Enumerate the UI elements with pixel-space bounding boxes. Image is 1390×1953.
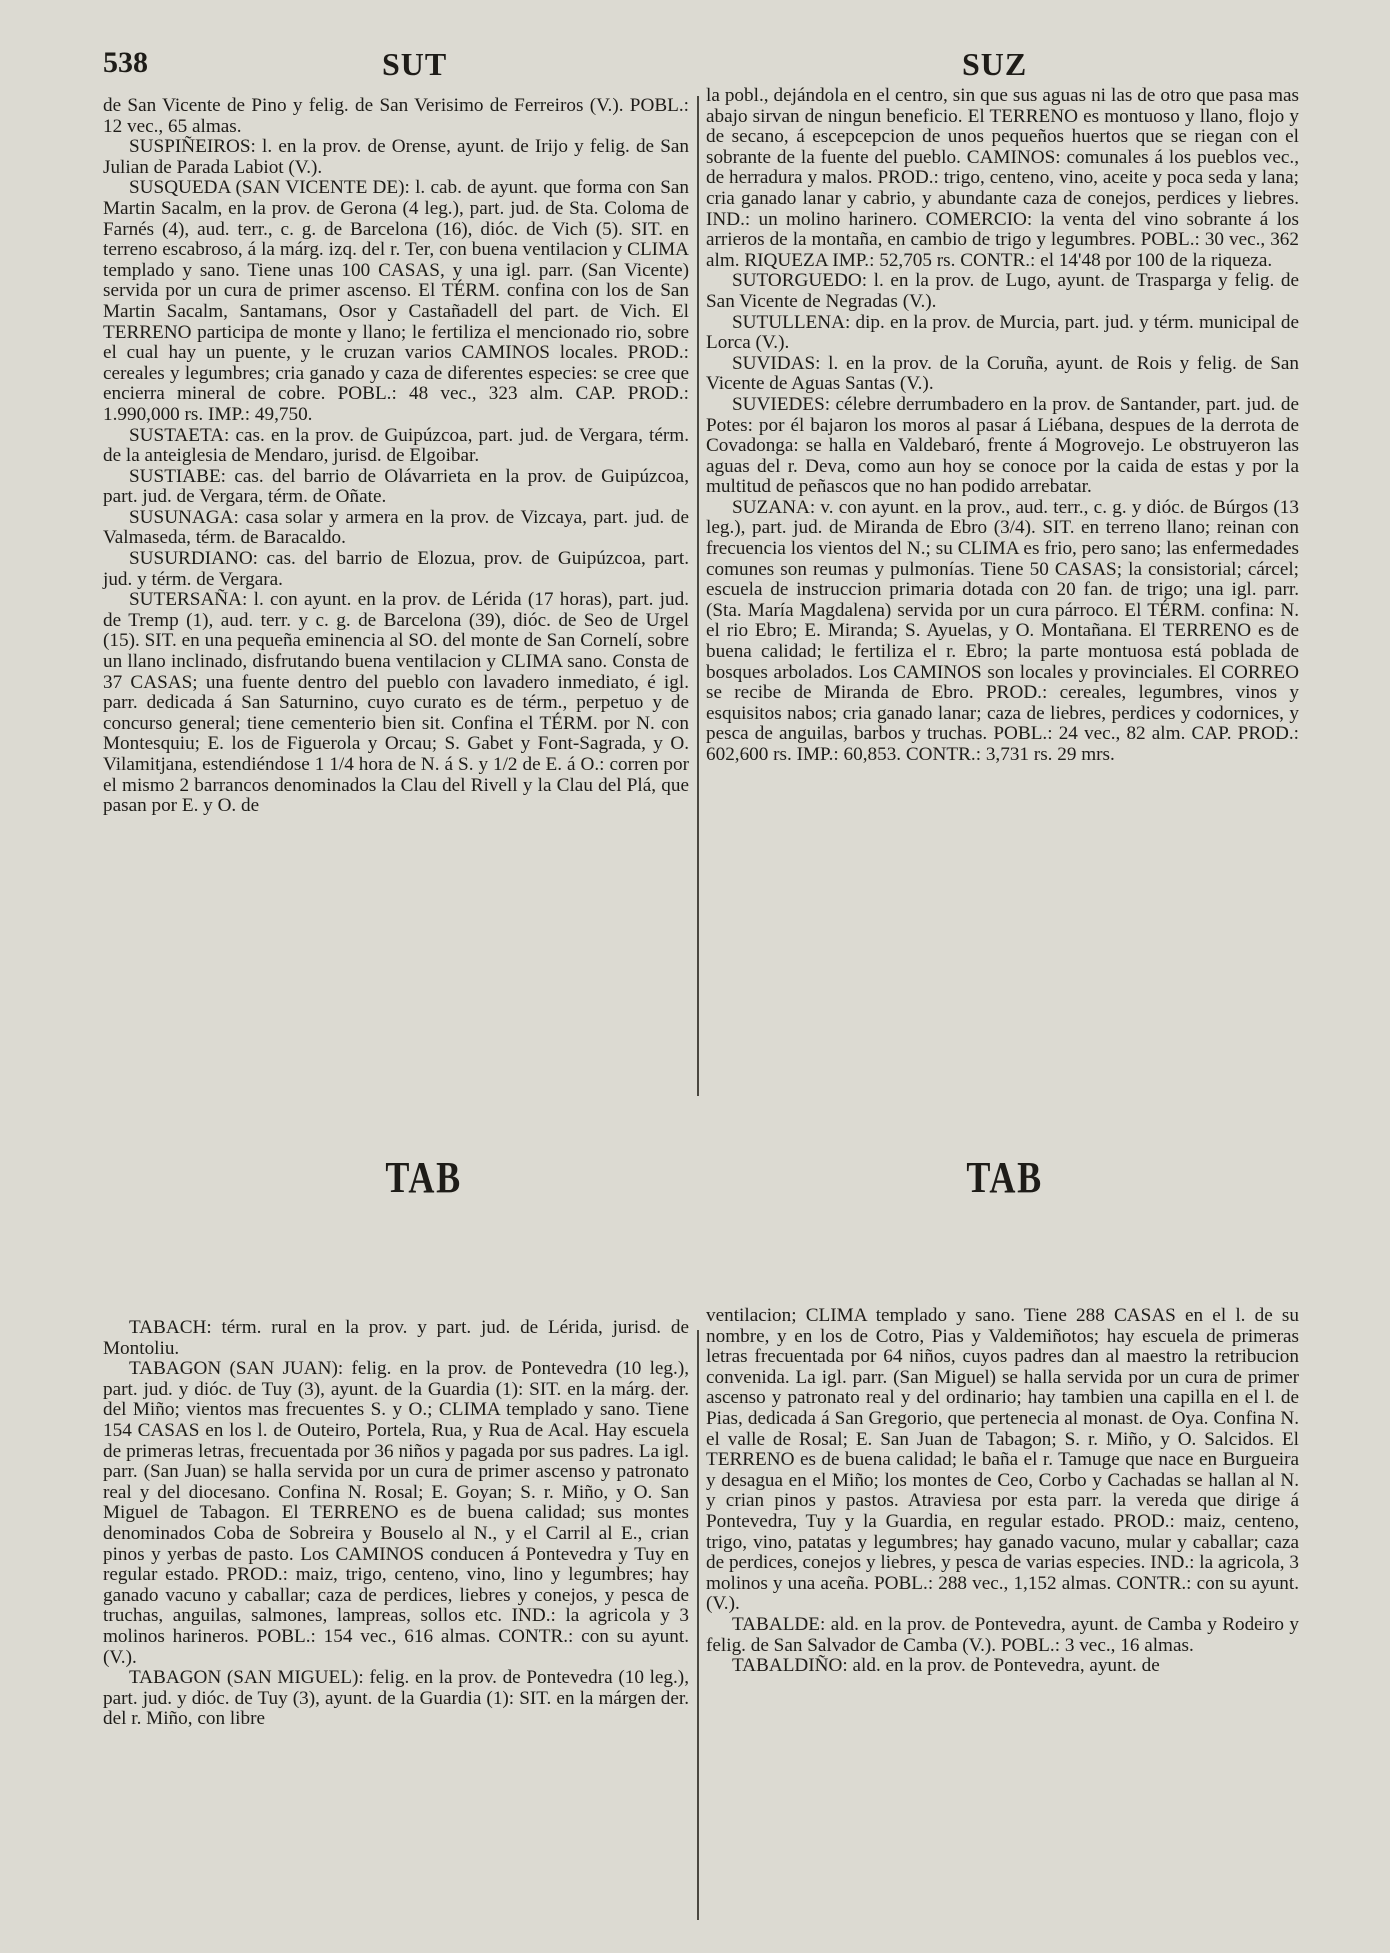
entry-tabaldino: TABALDIÑO: ald. en la prov. de Pontevedra, ayunt. de — [732, 1655, 1160, 1677]
entry-continuation: de San Vicente de Pino y felig. de San Verisimo de Ferreiros (V.). POBL.: 12 vec., 65 almas. — [103, 95, 689, 137]
entry-suspineiros: SUSPIÑEIROS: l. en la prov. de Orense, ayunt. de Irijo y felig. de San Julian de Parada Labiot (V.). — [103, 136, 689, 178]
entry-continuation: ventilacion; CLIMA templado y sano. Tiene 288 CASAS en el l. de su nombre, y en los de Cotro, Pias y Valdemiñotos; hay escuela de primeras letras frecuentada por 64 niños, cuyos padres dan al maestro la retribucion convenida. La igl. parr. (San Miguel) se halla servida por un cura de primer ascenso y patronato real y del ordinario; hay tambien una capilla en el l. de Pias, dedicada á San Gregorio, que pertenecia al monast. de Oya. Confina N. el valle de Rosal; E. San Juan de Tabagon; S. r. Miño, y O. Salcidos. El TERRENO es de buena calidad; le baña el r. Tamuge que nace en Burgueira y desagua en el Miño; los montes de Ceo, Corbo y Cachadas se hallan al N. y crian pinos y pastos. Atraviesa por esta parr. la vereda que dirige á Pontevedra, Tuy y la Guardia, en regular estado. PROD.: maiz, centeno, trigo, vino, patatas y legumbres; hay ganado vacuno, mular y caballar; caza de perdices, conejos y liebres, y pesca de varias especies. IND.: la agricola, 3 molinos y una aceña. POBL.: 288 vec., 1,152 almas. CONTR.: con su ayunt. (V.). — [706, 1305, 1299, 1615]
entry-continuation: la pobl., dejándola en el centro, sin que sus aguas ni las de otro que pasa mas abajo sirvan de ningun beneficio. El TERRENO es montuoso y llano, flojo y de secano, á escepcepcion de unos pequeños huertos que se riegan con el sobrante de la fuente del pueblo. CAMINOS: comunales á los pueblos vec., de herradura y malos. PROD.: trigo, centeno, vino, aceite y poca seda y lana; cria ganado lanar y cabrio, y abundante caza de conejos, perdices y liebres. IND.: un molino harinero. COMERCIO: la venta del vino sobrante á los arrieros de la montaña, en cambio de trigo y legumbres. POBL.: 30 vec., 362 alm. RIQUEZA IMP.: 52,705 rs. CONTR.: el 14'48 por 100 de la riqueza. — [706, 85, 1299, 271]
right-running-head: SUZ — [962, 46, 1028, 82]
section-heading-left: TAB — [385, 1153, 462, 1202]
entry-sutersana: SUTERSAÑA: l. con ayunt. en la prov. de Lérida (17 horas), part. jud. de Tremp (1), aud. terr. y c. g. de Barcelona (39), dióc. de Seo de Urgel (15). SIT. en una pequeña eminencia al SO. del monte de San Cornelí, sobre un llano inclinado, disfrutando buena ventilacion y CLIMA sano. Consta de 37 CASAS; una fuente dentro del pueblo con lavadero inmediato, é igl. parr. dedicada á San Saturnino, cuyo curato es de térm., perpetuo y de concurso general; tiene cementerio bien sit. Confina el TÉRM. por N. con Montesquiu; E. los de Figuerola y Orcau; S. Gabet y Font-Sagrada, y O. Vilamitjana, estendiéndose 1 1/4 hora de N. á S. y 1/2 de E. á O.: corren por el mismo 2 barrancos denominados la Clau del Rivell y la Clau del Plá, que pasan por E. y O. de — [103, 589, 689, 817]
entry-suviedes: SUVIEDES: célebre derrumbadero en la prov. de Santander, part. jud. de Potes: por él bajaron los moros al pasar á Liébana, despues de la derrota de Covadonga: se halla en Valdebaró, frente á Mogrovejo. Le obstruyeron las aguas del r. Deva, como aun hoy se conoce por la caida de estas y por la multitud de peñascos que no han podido arrebatar. — [706, 393, 1299, 498]
entry-tabagon-san-juan: TABAGON (SAN JUAN): felig. en la prov. de Pontevedra (10 leg.), part. jud. y dióc. de Tuy (3), ayunt. de la Guardia (1): SIT. en la márg. der. del Miño; vientos mas frecuentes S. y O.; CLIMA templado y sano. Tiene 154 CASAS en los l. de Outeiro, Portela, Rua, y Rua de Acal. Hay escuela de primeras letras, frecuentada por 36 niños y pagada por sus padres. La igl. parr. (San Juan) se halla servida por un cura de primer ascenso y patronato real y del diocesano. Confina N. Rosal; E. Goyan; S. r. Miño, y O. San Miguel de Tabagon. El TERRENO es de buena calidad; sus montes denominados Coba de Sobreira y Bouselo al N., y el Carril al E., crian pinos y yerbas de pasto. Los CAMINOS conducen á Pontevedra y Tuy en regular estado. PROD.: maiz, trigo, centeno, vino, lino y legumbres; hay ganado vacuno y caballar; caza de perdices, liebres y conejos, y pesca de truchas, anguilas, salmones, lampreas, sollos etc. IND.: la agricola y 3 molinos harineros. POBL.: 154 vec., 616 almas. CONTR.: con su ayunt. (V.). — [103, 1358, 689, 1668]
entry-suvidas: SUVIDAS: l. en la prov. de la Coruña, ayunt. de Rois y felig. de San Vicente de Aguas Santas (V.). — [706, 352, 1299, 395]
bottom-left-column — [103, 1318, 689, 1730]
column-divider-top — [697, 96, 699, 1096]
entry-sustiabe: SUSTIABE: cas. del barrio de Olávarrieta en la prov. de Guipúzcoa, part. jud. de Vergara, térm. de Oñate. — [103, 465, 689, 508]
entry-tabalde: TABALDE: ald. en la prov. de Pontevedra, ayunt. de Camba y Rodeiro y felig. de San Salvador de Camba (V.). POBL.: 3 vec., 16 almas. — [706, 1613, 1299, 1656]
top-right-column — [706, 86, 1299, 766]
top-left-column — [103, 96, 689, 817]
entry-susurdiano: SUSURDIANO: cas. del barrio de Elozua, prov. de Guipúzcoa, part. jud. y térm. de Vergara. — [103, 548, 689, 590]
page-number: 538 — [103, 46, 148, 79]
entry-sutorguedo: SUTORGUEDO: l. en la prov. de Lugo, ayunt. de Trasparga y felig. de San Vicente de Negradas (V.). — [706, 270, 1299, 312]
entry-susunaga: SUSUNAGA: casa solar y armera en la prov. de Vizcaya, part. jud. de Valmaseda, térm. de Baracaldo. — [103, 506, 689, 549]
entry-sustaeta: SUSTAETA: cas. en la prov. de Guipúzcoa, part. jud. de Vergara, térm. de la anteiglesia de Mendaro, jurisd. de Elgoibar. — [103, 424, 689, 467]
column-divider-bottom — [697, 1330, 699, 1920]
left-running-head: SUT — [382, 46, 448, 82]
entry-tabagon-san-miguel: TABAGON (SAN MIGUEL): felig. en la prov. de Pontevedra (10 leg.), part. jud. y dióc. de Tuy (3), ayunt. de la Guardia (1): SIT. en la márgen der. del r. Miño, con libre — [103, 1667, 689, 1730]
section-heading-right: TAB — [966, 1153, 1043, 1202]
entry-suzana: SUZANA: v. con ayunt. en la prov., aud. terr., c. g. y dióc. de Búrgos (13 leg.), part. jud. de Miranda de Ebro (3/4). SIT. en terreno llano; reinan con frecuencia los vientos del N.; su CLIMA es frio, pero sano; las enfermedades comunes son reumas y pulmonías. Tiene 50 CASAS; la consistorial; cárcel; escuela de instruccion primaria dotada con 20 fan. de trigo; una igl. parr. (Sta. María Magdalena) servida por un cura párroco. El TÉRM. confina: N. el rio Ebro; E. Miranda; S. Ayuelas, y O. Montañana. El TERRENO es de buena calidad; le fertiliza el r. Ebro; la parte montuosa está poblada de bosques arbolados. Los CAMINOS son locales y provinciales. El CORREO se recibe de Miranda de Ebro. PROD.: cereales, legumbres, vinos y esquisitos nabos; cria ganado lanar; caza de liebres, perdices y codornices, y pesca de anguilas, barbos y truchas. POBL.: 24 vec., 82 alm. CAP. PROD.: 602,600 rs. IMP.: 60,853. CONTR.: 3,731 rs. 29 mrs. — [706, 496, 1299, 765]
bottom-right-column — [706, 1306, 1299, 1677]
entry-sutullena: SUTULLENA: dip. en la prov. de Murcia, part. jud. y térm. municipal de Lorca (V.). — [706, 311, 1299, 354]
entry-tabach: TABACH: térm. rural en la prov. y part. jud. de Lérida, jurisd. de Montoliu. — [103, 1317, 689, 1359]
entry-susqueda: SUSQUEDA (SAN VICENTE DE): l. cab. de ayunt. que forma con San Martin Sacalm, en la prov. de Gerona (4 leg.), part. jud. de Sta. Coloma de Farnés (4), aud. terr., c. g. de Barcelona (16), dióc. de Vich (5). SIT. en terreno escabroso, á la márg. izq. del r. Ter, con buena ventilacion y CLIMA templado y sano. Tiene unas 100 CASAS, y una igl. parr. (San Vicente) servida por un cura de primer ascenso. El TÉRM. confina con los de San Martin Sacalm, Santamans, Osor y Castañadell del part. de Vich. El TERRENO participa de monte y llano; le fertiliza el mencionado rio, sobre el cual hay un puente, y le cruzan varios CAMINOS locales. PROD.: cereales y legumbres; cria ganado y caza de diferentes especies: se cree que encierra mineral de cobre. POBL.: 48 vec., 323 alm. CAP. PROD.: 1.990,000 rs. IMP.: 49,750. — [103, 177, 689, 425]
